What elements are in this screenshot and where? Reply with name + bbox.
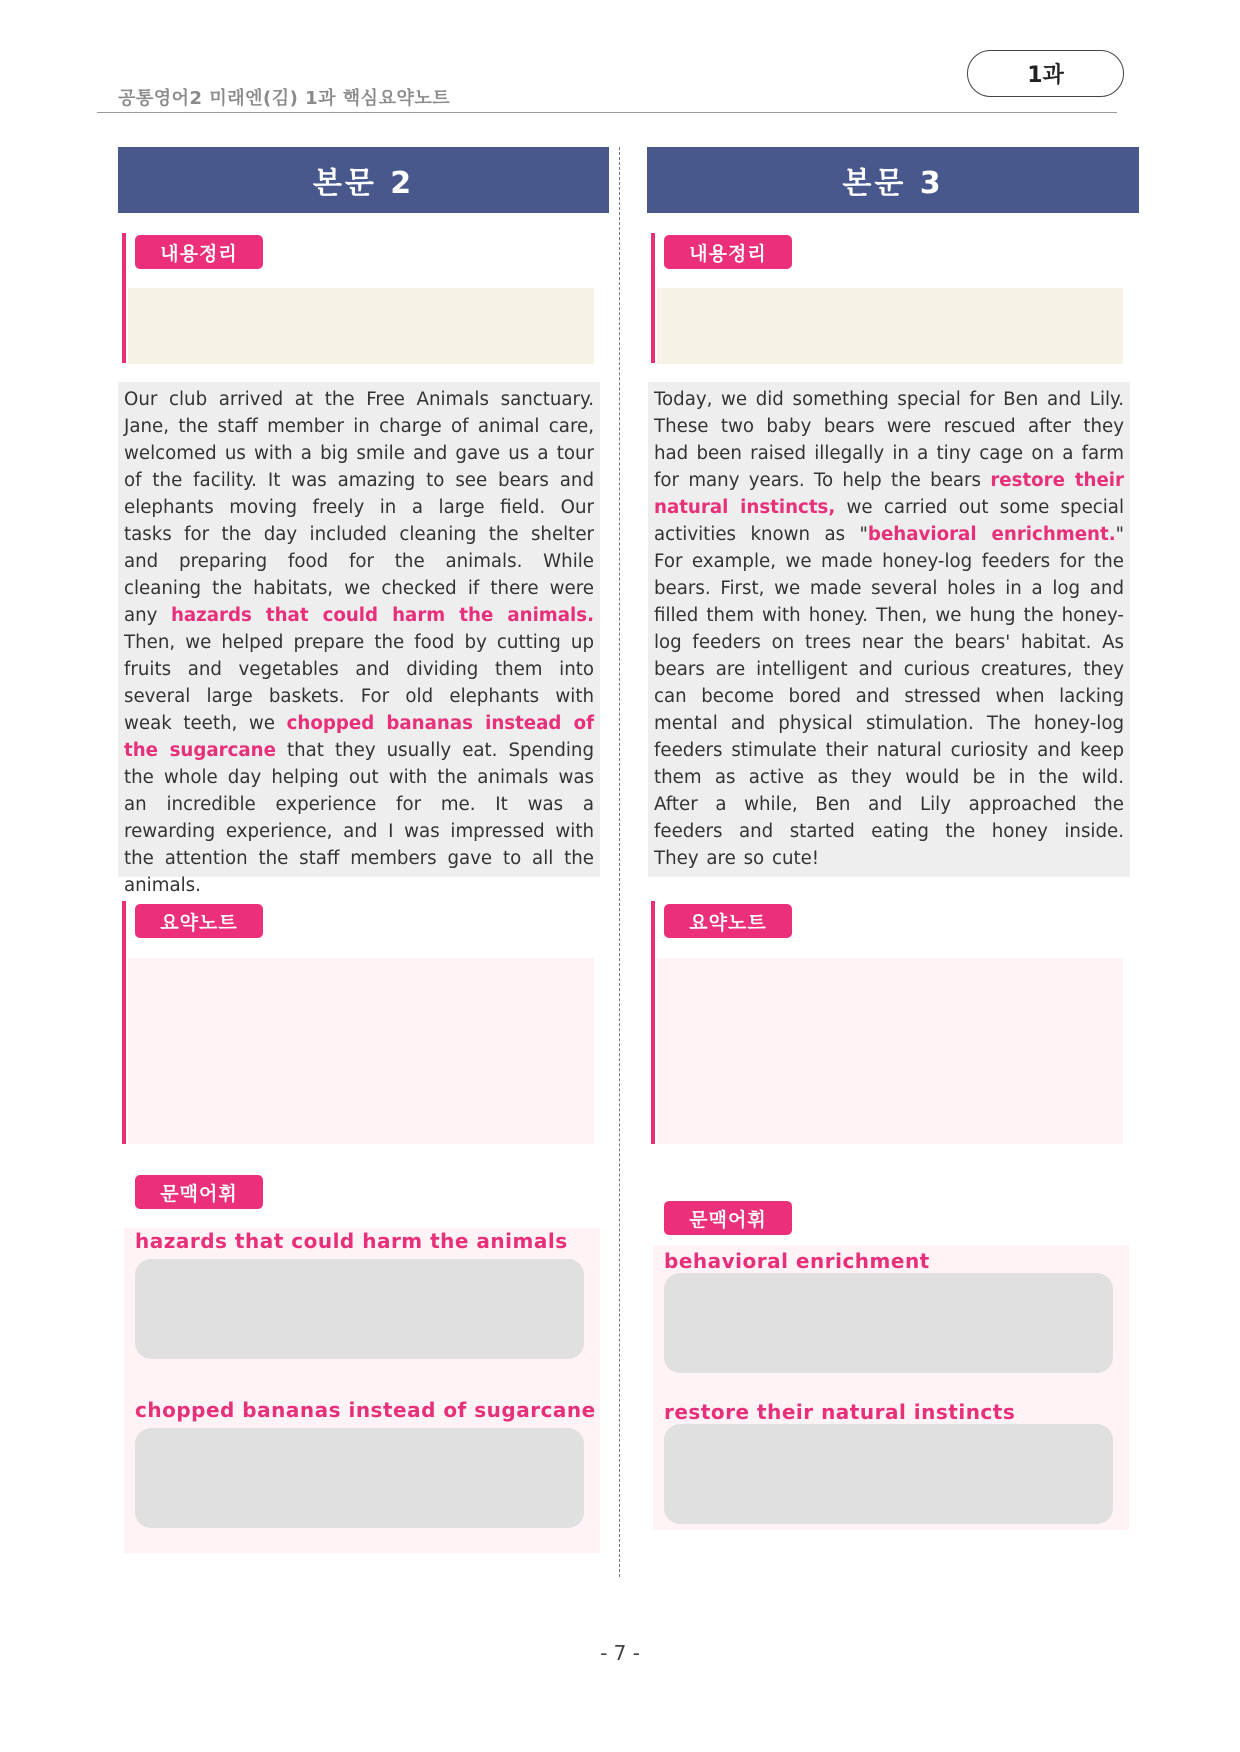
passage-segment: we carried out some special activities known as " <box>654 497 1125 545</box>
content-summary-pill: 내용정리 <box>135 235 263 269</box>
vocab-answer-box <box>664 1273 1113 1373</box>
passage-segment: Our club arrived at the Free Animals sanctuary. Jane, the staff member in charge of animal care, welcomed us with a big smile and gave us a tour of the facility. It was amazing to see bears and elephants moving freely in a large field. Our tasks for the day included cleaning the shelter and preparing food for the animals. While cleaning the habitats, we checked if there were any <box>124 389 594 626</box>
column-heading-passage-3: 본문 3 <box>647 147 1139 213</box>
vocab-label: chopped bananas instead of sugarcane <box>135 1398 596 1422</box>
header-rule <box>97 112 1117 113</box>
passage-text <box>118 382 600 896</box>
vocab-answer-box <box>135 1428 584 1528</box>
context-vocab-pill: 문맥어휘 <box>135 1175 263 1209</box>
document-header-title: 공통영어2 미래엔(김) 1과 핵심요약노트 <box>118 88 451 109</box>
content-section-bar <box>122 233 126 363</box>
summary-section-bar <box>122 901 126 1144</box>
summary-note-box <box>128 958 594 1144</box>
passage-text <box>648 382 1130 877</box>
vocab-answer-box <box>664 1424 1113 1524</box>
summary-note-pill: 요약노트 <box>135 904 263 938</box>
content-section-bar <box>651 233 655 363</box>
content-summary-pill: 내용정리 <box>664 235 792 269</box>
content-summary-box <box>128 288 594 364</box>
vocab-label: restore their natural instincts <box>664 1400 1016 1424</box>
column-divider <box>619 147 620 1577</box>
vocab-answer-box <box>135 1259 584 1359</box>
highlighted-phrase: restore their natural instincts, <box>654 470 1124 518</box>
summary-section-bar <box>651 901 655 1144</box>
vocab-label: behavioral enrichment <box>664 1249 930 1273</box>
highlighted-phrase: hazards that could harm the animals. <box>170 605 594 626</box>
passage-segment: Then, we helped prepare the food by cutting up fruits and vegetables and dividing them into several large baskets. For old elephants with weak teeth, we <box>124 632 594 734</box>
content-summary-box <box>657 288 1123 364</box>
context-vocab-pill: 문맥어휘 <box>664 1201 792 1235</box>
vocab-label: hazards that could harm the animals <box>135 1229 568 1253</box>
passage-segment: that they usually eat. Spending the whole day helping out with the animals was an incredible experience for me. It was a rewarding experience, and I was impressed with the attention the staff members gave to all the animals. <box>124 740 594 896</box>
summary-note-pill: 요약노트 <box>664 904 792 938</box>
column-heading-passage-2: 본문 2 <box>118 147 609 213</box>
summary-note-box <box>657 958 1123 1144</box>
highlighted-phrase: behavioral enrichment. <box>867 524 1116 545</box>
passage-segment: Today, we did something special for Ben and Lily. These two baby bears were rescued after they had been raised illegally in a tiny cage on a farm for many years. To help the bears <box>654 389 1124 491</box>
highlighted-phrase: chopped bananas instead of the sugarcane <box>124 713 594 761</box>
lesson-badge: 1과 <box>967 50 1124 97</box>
page-number: - 7 - <box>600 1641 640 1665</box>
passage-segment: " For example, we made honey-log feeders for the bears. First, we made several holes in a log and filled them with honey. Then, we hung the honey-log feeders on trees near the bears' habitat. As bears are intelligent and curious creatures, they can become bored and stressed when lacking mental and physical stimulation. The honey-log feeders stimulate their natural curiosity and keep them as active as they would be in the wild. After a while, Ben and Lily approached the feeders and started eating the honey inside. They are so cute! <box>654 524 1124 869</box>
